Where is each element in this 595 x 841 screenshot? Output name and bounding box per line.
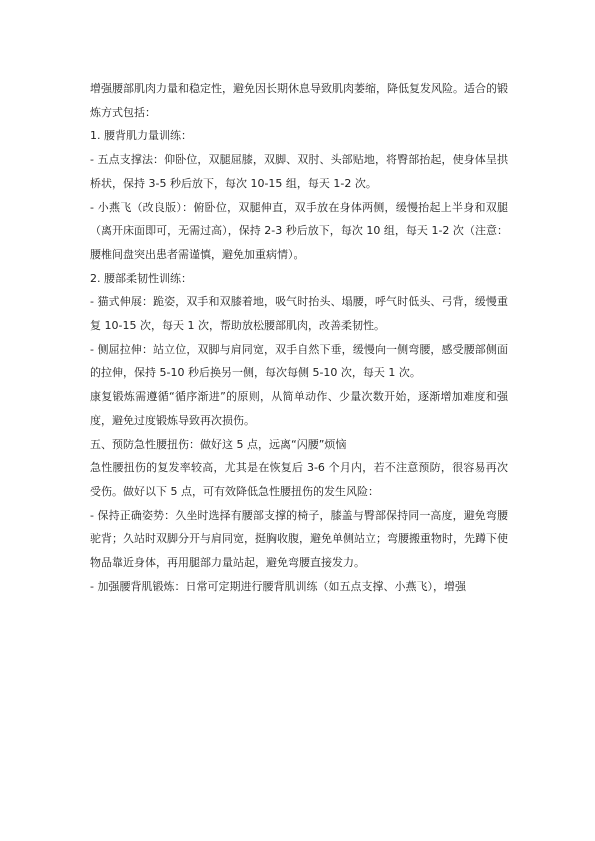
paragraph-recurrence: 急性腰扭伤的复发率较高，尤其是在恢复后 3-6 个月内，若不注意预防，很容易再次受伤。做好以下 5 点，可有效降低急性腰扭伤的发生风险： <box>90 461 508 498</box>
list-item-swallow-fly: - 小燕飞（改良版）：俯卧位，双腿伸直，双手放在身体两侧，缓慢抬起上半身和双腿（离开床面即可，无需过高），保持 2-3 秒后放下，每次 10 组，每天 1-2 次（注意：腰椎间盘突出患者需谨慎，避免加重病情）。 <box>90 200 508 261</box>
paragraph-principle: 康复锻炼需遵循“循序渐进”的原则，从简单动作、少量次数开始，逐渐增加难度和强度，避免过度锻炼导致再次损伤。 <box>90 390 508 427</box>
list-item-posture: - 保持正确姿势：久坐时选择有腰部支撑的椅子，膝盖与臀部保持同一高度，避免弯腰驼背；久站时双脚分开与肩同宽，挺胸收腹，避免单侧站立；弯腰搬重物时，先蹲下使物品靠近身体，再用腿部力量站起，避免弯腰直接发力。 <box>90 508 508 570</box>
list-item-five-point-support: - 五点支撑法：仰卧位，双腿屈膝，双脚、双肘、头部贴地，将臀部抬起，使身体呈拱桥状，保持 3-5 秒后放下，每次 10-15 组，每天 1-2 次。 <box>90 153 508 190</box>
section-heading-flexibility: 2. 腰部柔韧性训练： <box>90 271 192 285</box>
document-body <box>90 77 508 598</box>
list-item-strengthen: - 加强腰背肌锻炼：日常可定期进行腰背肌训练（如五点支撑、小燕飞），增强 <box>90 579 466 593</box>
list-item-side-bend: - 侧屈拉伸：站立位，双脚与肩同宽，双手自然下垂，缓慢向一侧弯腰，感受腰部侧面的拉伸，保持 5-10 秒后换另一侧，每次每侧 5-10 次，每天 1 次。 <box>90 342 508 380</box>
list-item-cat-stretch: - 猫式伸展：跪姿，双手和双膝着地，吸气时抬头、塌腰，呼气时低头、弓背，缓慢重复 10-15 次，每天 1 次，帮助放松腰部肌肉，改善柔韧性。 <box>90 295 508 333</box>
section-heading-back-strength: 1. 腰背肌力量训练： <box>90 129 192 143</box>
paragraph-intro: 增强腰部肌肉力量和稳定性，避免因长期休息导致肌肉萎缩，降低复发风险。适合的锻炼方式包括： <box>90 82 508 119</box>
chapter-heading-prevention: 五、预防急性腰扭伤：做好这 5 点，远离“闪腰”烦恼 <box>90 437 347 451</box>
